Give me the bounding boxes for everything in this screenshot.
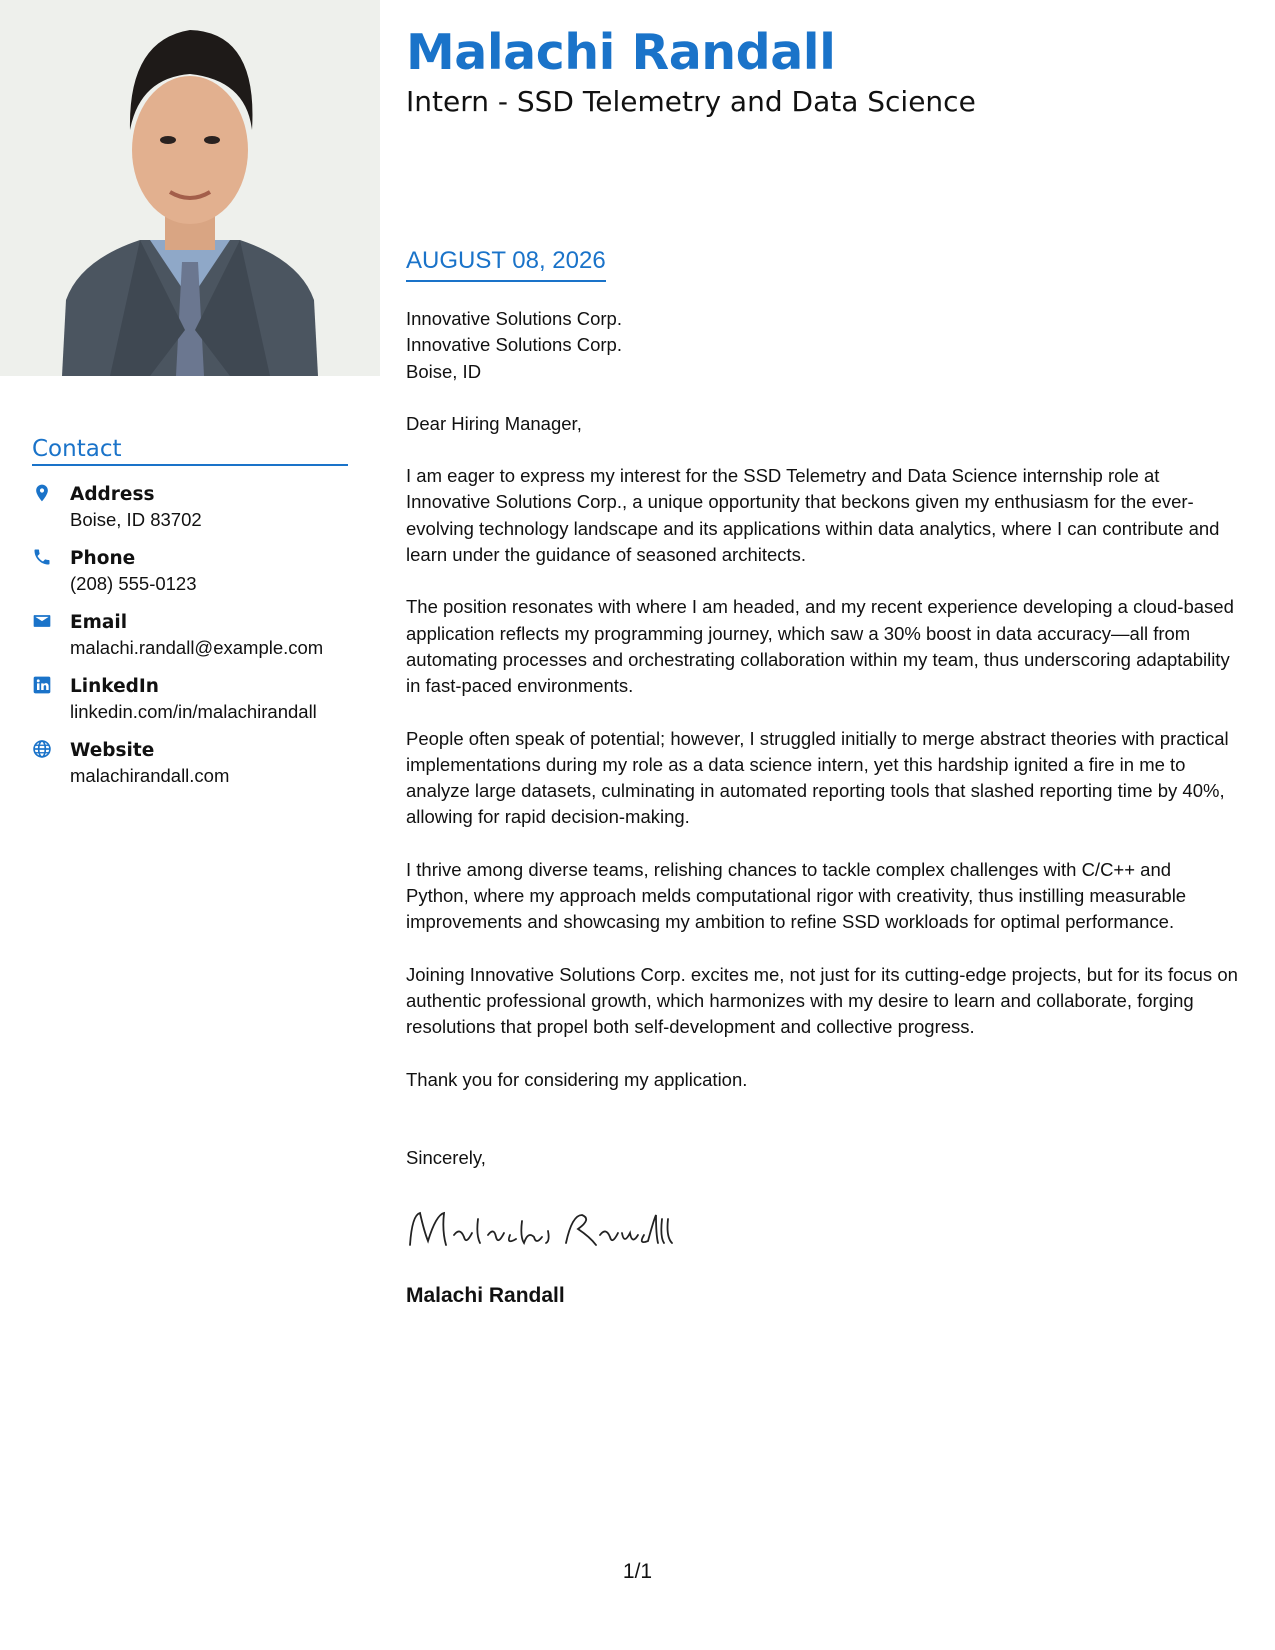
letter-body bbox=[406, 306, 1238, 1309]
recipient-line: Boise, ID bbox=[406, 360, 482, 382]
contact-linkedin bbox=[32, 674, 348, 724]
letter-paragraph: The position resonates with where I am headed, and my recent experience developing a cloud-based application reflects my programming journey, which saw a 30% boost in data accuracy—all from automating processes and orchestrating collaboration within my team, thus underscoring adaptability in fast-paced environments. bbox=[406, 596, 1234, 697]
recipient-line: Innovative Solutions Corp. bbox=[406, 334, 622, 356]
letter-paragraph: I thrive among diverse teams, relishing chances to tackle complex challenges with C/C++ and Python, where my approach melds computational rigor with creativity, thus instilling measurable improvements and showcasing my ambition to refine SSD workloads for optimal performance. bbox=[406, 858, 1187, 933]
letter-paragraph: Joining Innovative Solutions Corp. excites me, not just for its cutting-edge projects, but for its focus on authentic professional growth, which harmonizes with my desire to learn and collaborate, forging resolutions that propel both self-development and collective progress. bbox=[406, 963, 1238, 1038]
header bbox=[406, 22, 1246, 120]
contact-value: (208) 555-0123 bbox=[70, 573, 197, 594]
applicant-name: Malachi Randall bbox=[406, 24, 836, 81]
contact-label: Email bbox=[70, 612, 128, 633]
contact-website bbox=[32, 738, 348, 788]
profile-photo bbox=[0, 0, 380, 376]
recipient-address bbox=[406, 306, 1238, 385]
letter-paragraph: People often speak of potential; however, I struggled initially to merge abstract theories with practical implementations during my role as a data science intern, yet this hardship ignited a fire in me to analyze large datasets, culminating in automated reporting tools that slashed reporting time by 40%, allowing for rapid decision-making. bbox=[406, 727, 1229, 828]
letter-paragraph: Thank you for considering my application. bbox=[406, 1068, 748, 1090]
globe-icon bbox=[32, 738, 70, 759]
contact-value[interactable]: malachi.randall@example.com bbox=[70, 637, 324, 658]
letter-paragraph: I am eager to express my interest for the SSD Telemetry and Data Science internship role at Innovative Solutions Corp., a unique opportunity that beckons given my enthusiasm for the ever-evolving technology landscape and its applications within data analytics, where I can contribute and learn under the guidance of seasoned architects. bbox=[406, 465, 1220, 566]
handwritten-signature bbox=[406, 1201, 676, 1261]
applicant-role: Intern - SSD Telemetry and Data Science bbox=[406, 85, 976, 118]
signed-name: Malachi Randall bbox=[406, 1284, 565, 1308]
page-number: 1/1 bbox=[622, 1560, 653, 1583]
contact-list bbox=[32, 482, 348, 788]
signature bbox=[406, 1201, 1238, 1261]
location-pin-icon bbox=[32, 482, 70, 503]
envelope-icon bbox=[32, 610, 70, 631]
contact-title: Contact bbox=[32, 436, 348, 466]
contact-label: Website bbox=[70, 740, 155, 761]
closing: Sincerely, bbox=[406, 1146, 486, 1168]
recipient-line: Innovative Solutions Corp. bbox=[406, 308, 622, 329]
avatar bbox=[0, 0, 380, 376]
salutation: Dear Hiring Manager, bbox=[406, 412, 582, 434]
phone-icon bbox=[32, 546, 70, 567]
contact-value[interactable]: malachirandall.com bbox=[70, 765, 230, 786]
contact-section bbox=[32, 436, 348, 802]
contact-email bbox=[32, 610, 348, 660]
contact-address bbox=[32, 482, 348, 532]
contact-value[interactable]: linkedin.com/in/malachirandall bbox=[70, 701, 317, 722]
contact-value: Boise, ID 83702 bbox=[70, 509, 202, 530]
linkedin-icon bbox=[32, 674, 70, 695]
contact-phone bbox=[32, 546, 348, 596]
letter-date: AUGUST 08, 2026 bbox=[406, 246, 606, 282]
contact-label: Address bbox=[70, 484, 155, 505]
contact-label: LinkedIn bbox=[70, 676, 159, 697]
contact-label: Phone bbox=[70, 548, 136, 569]
